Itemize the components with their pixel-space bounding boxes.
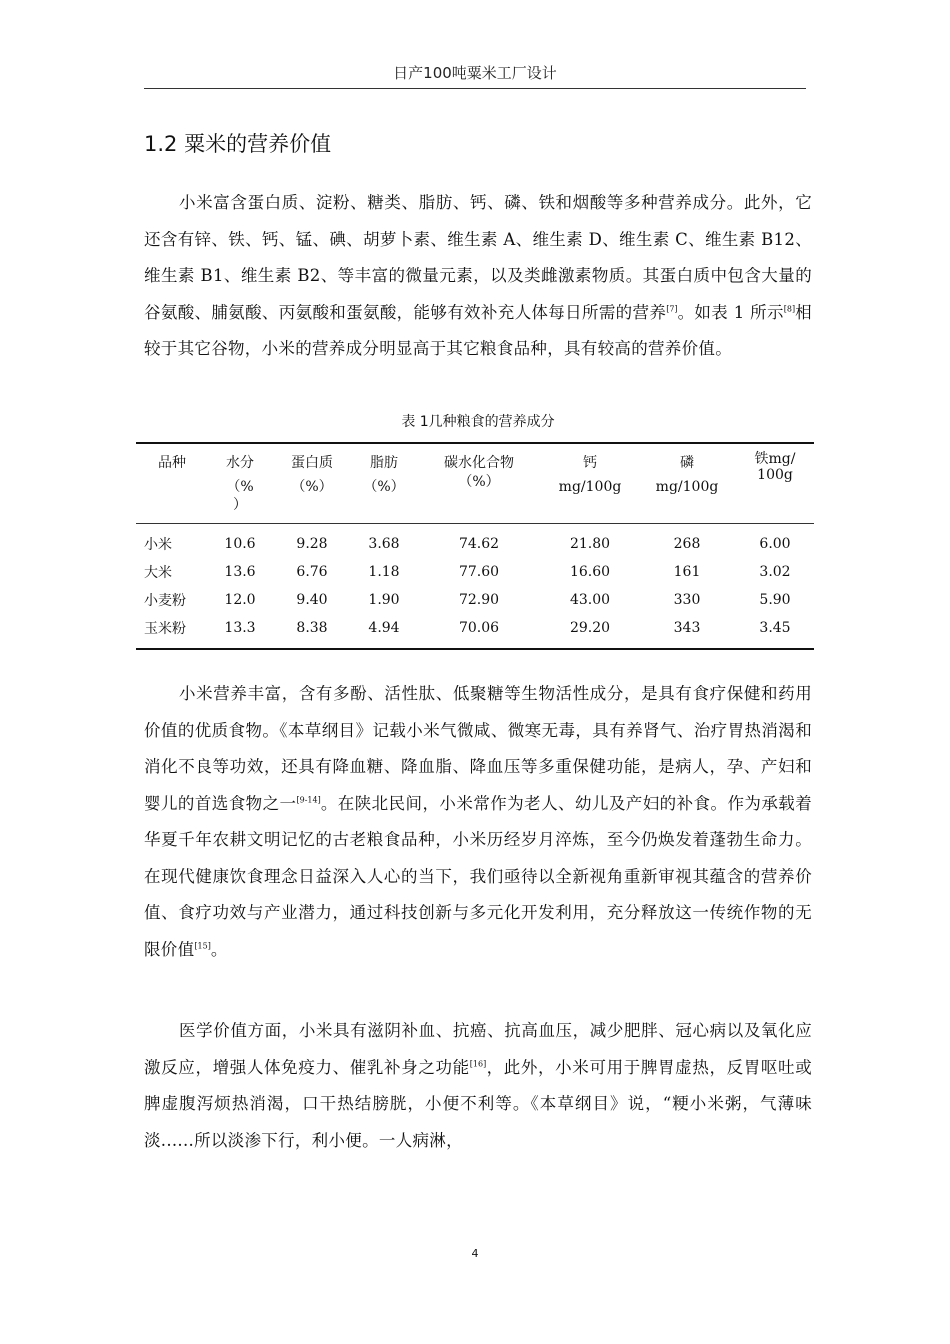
citation: [16]: [469, 1059, 487, 1068]
table-cell: 343: [638, 614, 736, 649]
table-cell: 16.60: [569, 564, 611, 580]
table-cell: 3.02: [759, 564, 791, 580]
table-cell: 4.94: [352, 614, 416, 649]
table-cell: 9.28: [296, 536, 328, 552]
table-cell: 43.00: [569, 592, 611, 608]
table-cell: 8.38: [272, 614, 352, 649]
table-row: [136, 614, 814, 649]
table-cell: 72.90: [458, 592, 500, 608]
table-cell: 小米: [144, 537, 172, 553]
header-calcium: 钙 mg/100g: [542, 443, 638, 524]
table-cell: 70.06: [416, 614, 542, 649]
table-cell: 玉米粉: [136, 614, 208, 649]
header-divider: [144, 88, 806, 89]
running-header: 日产100吨粟米工厂设计: [393, 64, 557, 82]
citation: [9-14]: [296, 795, 321, 804]
header-protein: 蛋白质 （%）: [272, 443, 352, 524]
table-row: [136, 586, 814, 614]
paragraph-text: 。如表 1 所示: [677, 302, 784, 322]
table-cell: 12.0: [224, 592, 256, 608]
table-cell: 10.6: [224, 536, 256, 552]
table-row: [136, 524, 814, 559]
page-number: 4: [471, 1247, 479, 1260]
table-cell: 5.90: [759, 592, 791, 608]
header-moisture: 水分 （% ）: [208, 443, 272, 524]
paragraph-text: 相较于其它谷物，小米的营养成分明显高于其它粮食品种，具有较高的营养价值。: [144, 302, 812, 358]
table-cell: 3.45: [736, 614, 814, 649]
header-phosphorus: 磷 mg/100g: [638, 443, 736, 524]
section-title: 1.2 粟米的营养价值: [144, 132, 332, 156]
paragraph-medical-value: [144, 1013, 812, 1159]
header-carbohydrate: 碳水化合物 （%）: [416, 443, 542, 524]
table-cell: 268: [673, 536, 701, 552]
citation: [7]: [666, 304, 678, 313]
table-cell: 161: [673, 564, 701, 580]
table-cell: 1.18: [368, 564, 400, 580]
paragraph-text: 小米营养丰富，含有多酚、活性肽、低聚糖等生物活性成分，是具有食疗保健和药用价值的优质食物。《本草纲目》记载小米气微咸、微寒无毒，具有养肾气、治疗胃热消渴和消化不良等功效，还具有降血糖、降血脂、降血压等多重保健功能，是病人，孕、产妇和婴儿的首选食物之一: [144, 684, 812, 813]
table-header-row: [136, 443, 814, 524]
table-cell: 29.20: [542, 614, 638, 649]
table-cell: 330: [673, 592, 701, 608]
table-cell: 9.40: [296, 592, 328, 608]
citation: [8]: [783, 304, 796, 313]
header-fat: 脂肪 （%）: [352, 443, 416, 524]
paragraph-text: 小米富含蛋白质、淀粉、糖类、脂肪、钙、磷、铁和烟酸等多种营养成分。此外，它还含有锌、铁、钙、锰、碘、胡萝卜素、维生素 A、维生素 D、维生素 C、维生素 B12、维生素 B1、维生素 B2、等丰富的微量元素，以及类雌激素物质。其蛋白质中包含大量的谷氨酸、脯氨酸、丙氨酸和蛋氨酸，能够有效补充人体每日所需的营养: [144, 193, 812, 322]
paragraph-text: ，此外，小米可用于脾胃虚热，反胃呕吐或脾虚腹泻烦热消渴，口干热结膀胱，小便不利等。《本草纲目》说，“粳小米粥，气薄味淡......所以淡渗下行，利小便。一人病淋，: [144, 1057, 813, 1150]
table-caption: 表 1几种粮食的营养成分: [401, 414, 555, 430]
paragraph-text: 医学价值方面，小米具有滋阴补血、抗癌、抗高血压，减少肥胖、冠心病以及氧化应激反应，增强人体免疫力、催乳补身之功能: [144, 1021, 812, 1077]
table-cell: 小麦粉: [144, 593, 186, 609]
paragraph-health-benefits: [144, 676, 812, 968]
table-cell: 74.62: [458, 536, 500, 552]
table-cell: 1.90: [368, 592, 400, 608]
table-cell: 大米: [144, 565, 172, 581]
table-cell: 77.60: [458, 564, 500, 580]
table-cell: 6.00: [759, 536, 791, 552]
citation: [15]: [194, 941, 211, 950]
table-cell: 3.68: [368, 536, 400, 552]
header-variety: 品种: [136, 443, 208, 524]
nutrition-table: [136, 442, 814, 650]
header-iron: 铁mg/ 100g: [736, 443, 814, 524]
paragraph-nutrients: [144, 185, 812, 368]
paragraph-text: 。在陕北民间，小米常作为老人、幼儿及产妇的补食。作为承载着华夏千年农耕文明记忆的古老粮食品种，小米历经岁月淬炼，至今仍焕发着蓬勃生命力。在现代健康饮食理念日益深入人心的当下，我们亟待以全新视角重新审视其蕴含的营养价值、食疗功效与产业潜力，通过科技创新与多元化开发利用，充分释放这一传统作物的无限价值: [144, 793, 813, 959]
paragraph-text: 。: [210, 939, 228, 959]
table-cell: 13.3: [208, 614, 272, 649]
table-cell: 6.76: [296, 564, 328, 580]
table-row: [136, 558, 814, 586]
table-cell: 13.6: [224, 564, 256, 580]
table-cell: 21.80: [569, 536, 611, 552]
